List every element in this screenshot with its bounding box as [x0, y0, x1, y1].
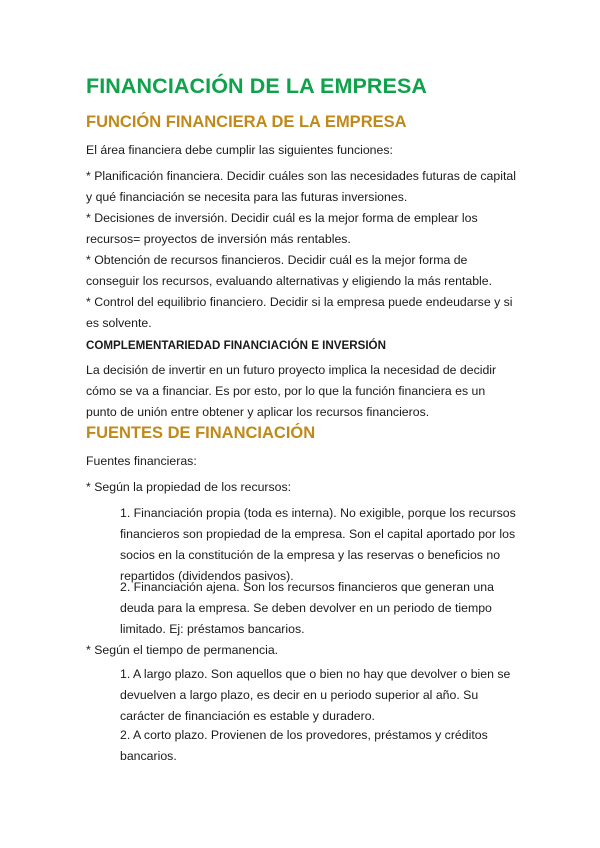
section-heading-fuentes: FUENTES DE FINANCIACIÓN: [86, 424, 316, 442]
document-title: FINANCIACIÓN DE LA EMPRESA: [86, 74, 428, 98]
list-item: 1. Financiación propia (toda es interna). No exigible, porque los recursos financieros son propiedad de la empresa. Son el capital aportado por los socios en la constitución de la empresa y las reservas o beneficios no repartidos (dividendos pasivos).: [120, 506, 516, 583]
list-item: * Control del equilibrio financiero. Decidir si la empresa puede endeudarse y si es solvente.: [86, 295, 513, 330]
list-item: 2. Financiación ajena. Son los recursos financieros que generan una deuda para la empresa. Se deben devolver en un periodo de tiempo limitado. Ej: préstamos bancarios.: [120, 580, 494, 636]
section-intro: El área financiera debe cumplir las siguientes funciones:: [86, 143, 393, 157]
criterion-permanencia: * Según el tiempo de permanencia.: [86, 643, 279, 657]
list-item: * Obtención de recursos financieros. Decidir cuál es la mejor forma de conseguir los recursos, evaluando alternativas y eligiendo la más rentable.: [86, 253, 493, 288]
paragraph-complementariedad: La decisión de invertir en un futuro proyecto implica la necesidad de decidir cómo se va a financiar. Es por esto, por lo que la función financiera es un punto de unión entre obtener y aplicar los recursos financieros.: [86, 363, 497, 419]
list-item: * Decisiones de inversión. Decidir cuál es la mejor forma de emplear los recursos= proyectos de inversión más rentables.: [86, 211, 478, 246]
list-item: 1. A largo plazo. Son aquellos que o bien no hay que devolver o bien se devuelven a largo plazo, es decir en u periodo superior al año. Su carácter de financiación es estable y duradero.: [120, 667, 511, 723]
list-item: 2. A corto plazo. Provienen de los provedores, préstamos y créditos bancarios.: [120, 728, 488, 763]
section-intro: Fuentes financieras:: [86, 454, 197, 468]
criterion-propiedad: * Según la propiedad de los recursos:: [86, 480, 292, 494]
section-heading-funcion-financiera: FUNCIÓN FINANCIERA DE LA EMPRESA: [86, 113, 407, 131]
list-item: * Planificación financiera. Decidir cuáles son las necesidades futuras de capital y qué financiación se necesita para las futuras inversiones.: [86, 169, 516, 204]
subheading-complementariedad: COMPLEMENTARIEDAD FINANCIACIÓN E INVERSIÓN: [86, 339, 386, 352]
